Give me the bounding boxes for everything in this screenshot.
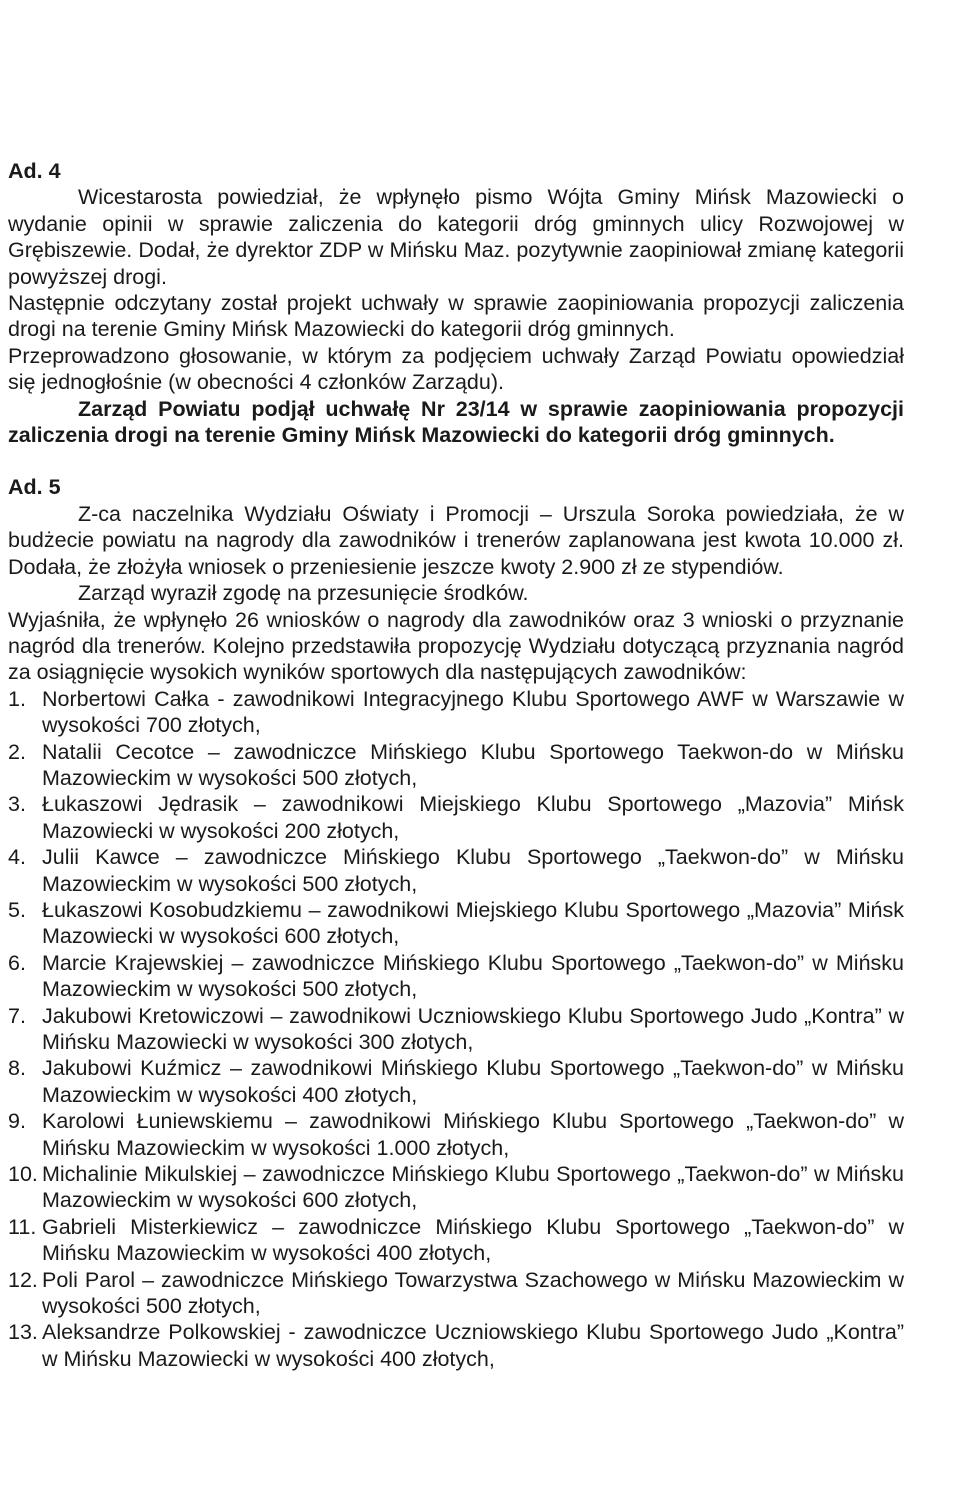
list-item-number: 5. — [8, 897, 26, 922]
section-gap — [8, 448, 904, 474]
list-item-number: 3. — [8, 792, 26, 817]
list-item-number: 12. — [8, 1267, 38, 1292]
list-item-text: Jakubowi Kretowiczowi – zawodnikowi Uczniowskiego Klubu Sportowego Judo „Kontra” w Mińsku Mazowiecki w wysokości 300 złotych, — [42, 1003, 904, 1054]
ad4-paragraph-3: Przeprowadzono głosowanie, w którym za podjęciem uchwały Zarząd Powiatu opowiedział się jednogłośnie (w obecności 4 członków Zarządu). — [8, 343, 904, 395]
list-item — [8, 686, 904, 739]
document-page — [8, 158, 904, 1372]
list-item-number: 13. — [8, 1320, 38, 1345]
list-item — [8, 1319, 904, 1372]
list-item-number: 10. — [8, 1162, 38, 1187]
list-item — [8, 791, 904, 844]
awards-list — [8, 686, 904, 1373]
list-item-text: Julii Kawce – zawodniczce Mińskiego Klubu Sportowego „Taekwon-do” w Mińsku Mazowieckim w wysokości 500 złotych, — [42, 845, 904, 896]
ad5-paragraph-2: Zarząd wyraził zgodę na przesunięcie środków. — [78, 581, 529, 606]
list-item-number: 6. — [8, 950, 26, 975]
list-item-number: 11. — [8, 1214, 37, 1239]
list-item — [8, 739, 904, 792]
ad4-resolution: Zarząd Powiatu podjął uchwałę Nr 23/14 w sprawie zaopiniowania propozycji zaliczenia drogi na terenie Gminy Mińsk Mazowiecki do kategorii dróg gminnych. — [8, 396, 904, 448]
ad5-paragraph-3: Wyjaśniła, że wpłynęło 26 wniosków o nagrody dla zawodników oraz 3 wnioski o przyznanie nagród dla trenerów. Kolejno przedstawiła propozycję Wydziału dotyczącą przyznania nagród za osiągnięcie wysokich wyników sportowych dla następujących zawodników: — [8, 607, 904, 685]
list-item — [8, 844, 904, 897]
list-item-text: Norbertowi Całka - zawodnikowi Integracyjnego Klubu Sportowego AWF w Warszawie w wysokości 700 złotych, — [42, 686, 904, 738]
list-item-text: Marcie Krajewskiej – zawodniczce Mińskiego Klubu Sportowego „Taekwon-do” w Mińsku Mazowieckim w wysokości 500 złotych, — [42, 950, 904, 1002]
list-item-text: Natalii Cecotce – zawodniczce Mińskiego Klubu Sportowego Taekwon-do w Mińsku Mazowieckim w wysokości 500 złotych, — [42, 739, 904, 790]
ad4-paragraph-1: Wicestarosta powiedział, że wpłynęło pismo Wójta Gminy Mińsk Mazowiecki o wydanie opinii w sprawie zaliczenia do kategorii dróg gminnych ulicy Rozwojowej w Grębiszewie. Dodał, że dyrektor ZDP w Mińsku Maz. pozytywnie zaopiniował zmianę kategorii powyższej drogi. — [8, 185, 904, 289]
list-item-text: Jakubowi Kuźmicz – zawodnikowi Mińskiego Klubu Sportowego „Taekwon-do” w Mińsku Mazowieckim w wysokości 400 złotych, — [42, 1056, 904, 1107]
list-item-text: Michalinie Mikulskiej – zawodniczce Mińskiego Klubu Sportowego „Taekwon-do” w Mińsku Mazowieckim w wysokości 600 złotych, — [42, 1162, 904, 1213]
list-item-text: Łukaszowi Jędrasik – zawodnikowi Miejskiego Klubu Sportowego „Mazovia” Mińsk Mazowiecki w wysokości 200 złotych, — [42, 792, 904, 843]
list-item — [8, 1214, 904, 1267]
list-item — [8, 1055, 904, 1108]
list-item — [8, 897, 904, 950]
ad4-paragraph-2: Następnie odczytany został projekt uchwały w sprawie zaopiniowania propozycji zaliczenia drogi na terenie Gminy Mińsk Mazowiecki do kategorii dróg gminnych. — [8, 291, 904, 342]
list-item — [8, 1108, 904, 1161]
list-item — [8, 1003, 904, 1056]
list-item — [8, 1267, 904, 1320]
list-item-number: 7. — [8, 1003, 26, 1028]
section-heading-ad4: Ad. 4 — [8, 159, 61, 183]
list-item — [8, 1161, 904, 1214]
list-item-text: Łukaszowi Kosobudzkiemu – zawodnikowi Miejskiego Klubu Sportowego „Mazovia” Mińsk Mazowiecki w wysokości 600 złotych, — [42, 897, 904, 949]
list-item-text: Karolowi Łuniewskiemu – zawodnikowi Mińskiego Klubu Sportowego „Taekwon-do” w Mińsku Mazowieckim w wysokości 1.000 złotych, — [42, 1109, 904, 1160]
list-item-number: 2. — [8, 739, 26, 764]
list-item-number: 9. — [8, 1109, 26, 1134]
ad5-paragraph-1: Z-ca naczelnika Wydziału Oświaty i Promocji – Urszula Soroka powiedziała, że w budżecie powiatu na nagrody dla zawodników i trenerów zaplanowana jest kwota 10.000 zł. Dodała, że złożyła wniosek o przeniesienie jeszcze kwoty 2.900 zł ze stypendiów. — [8, 501, 904, 579]
list-item-text: Gabrieli Misterkiewicz – zawodniczce Mińskiego Klubu Sportowego „Taekwon-do” w Mińsku Mazowieckim w wysokości 400 złotych, — [42, 1214, 904, 1266]
list-item-number: 1. — [8, 686, 26, 711]
list-item-number: 4. — [8, 845, 26, 870]
list-item-text: Aleksandrze Polkowskiej - zawodniczce Uczniowskiego Klubu Sportowego Judo „Kontra” w Mińsku Mazowiecki w wysokości 400 złotych, — [42, 1320, 904, 1371]
list-item-text: Poli Parol – zawodniczce Mińskiego Towarzystwa Szachowego w Mińsku Mazowieckim w wysokości 500 złotych, — [42, 1267, 904, 1319]
section-heading-ad5: Ad. 5 — [8, 475, 61, 500]
list-item-number: 8. — [8, 1056, 26, 1081]
list-item — [8, 950, 904, 1003]
